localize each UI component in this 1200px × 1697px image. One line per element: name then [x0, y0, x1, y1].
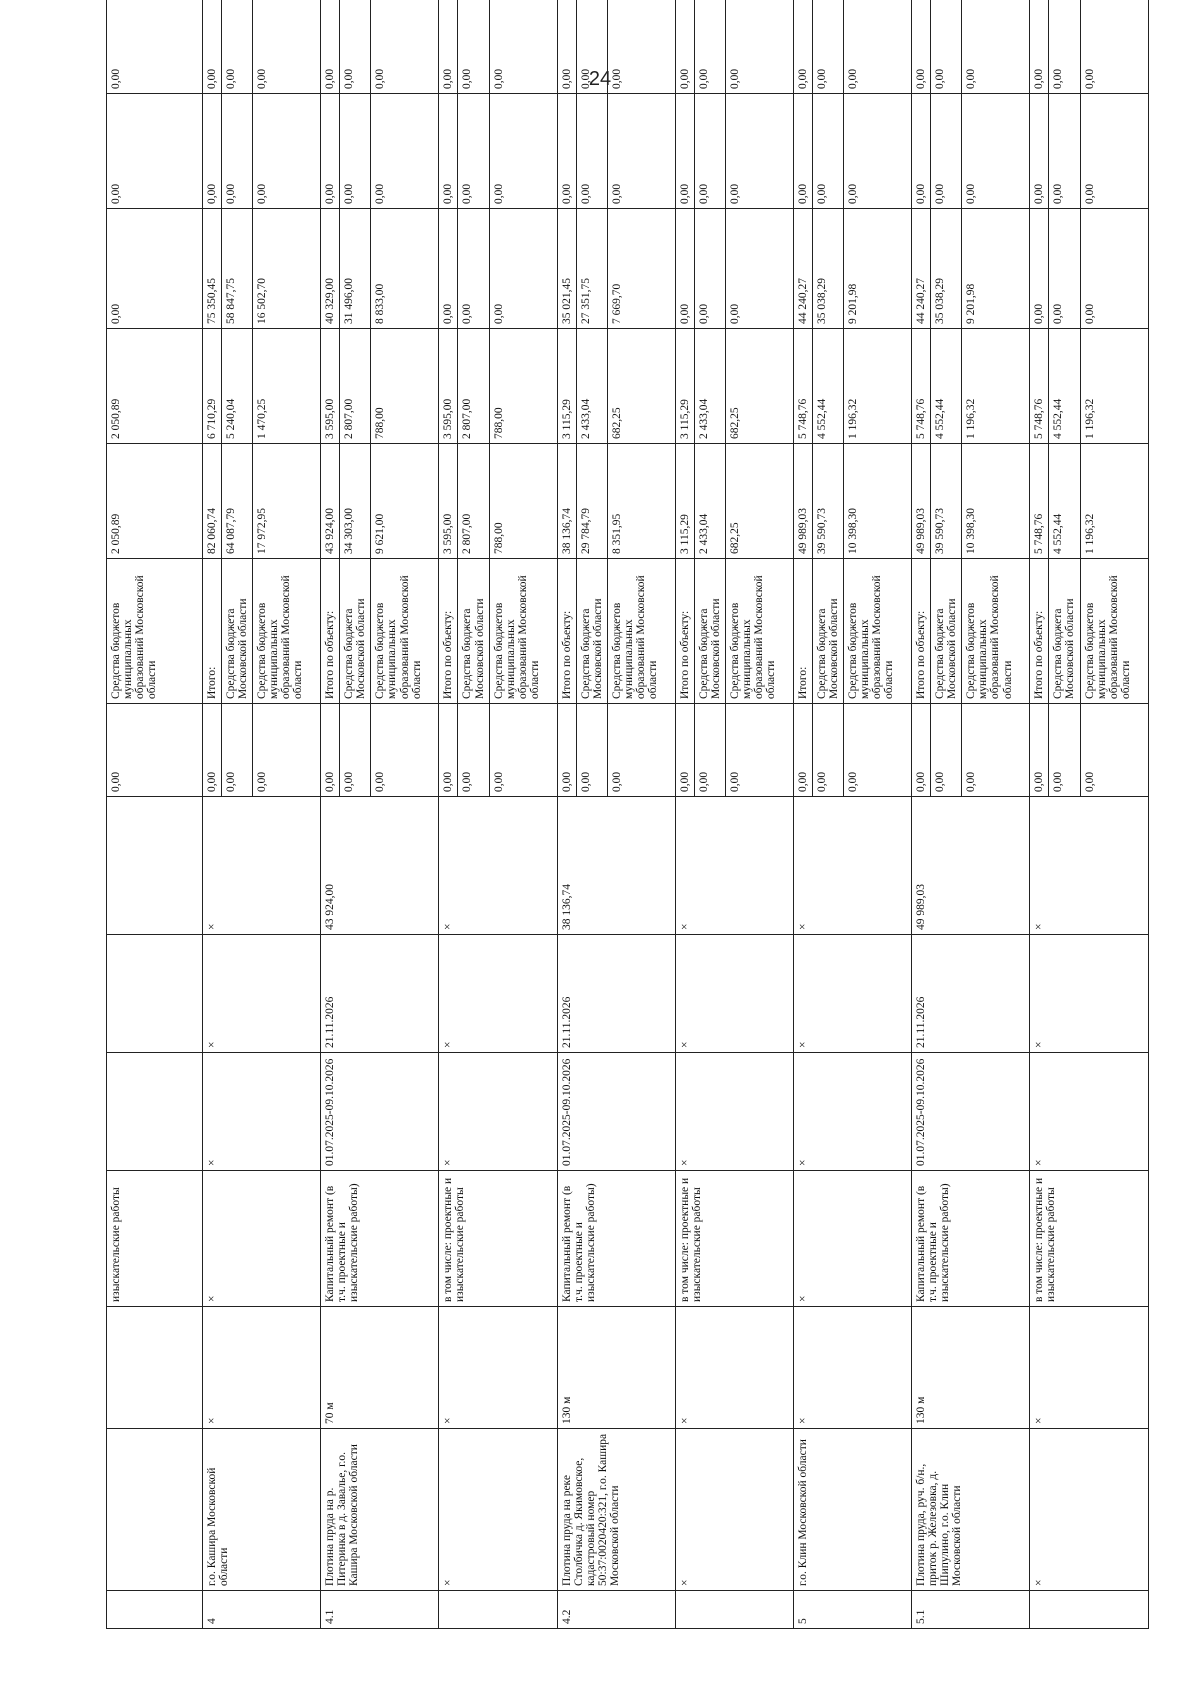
cell-funding-source: Средства бюджетов муниципальных образований Московской области	[607, 559, 675, 704]
cell-financed: 0,00	[371, 704, 439, 797]
cell-total: 3 595,00	[439, 444, 458, 559]
rotated-table-frame	[106, 41, 1132, 1629]
cell-year-3: 0,00	[222, 94, 253, 209]
cell-funding-source: Средства бюджета Московской области	[458, 559, 489, 704]
cell-capacity: ×	[439, 1307, 557, 1429]
cell-year-2: 0,00	[489, 209, 557, 329]
cell-opening-date: 21.11.2026	[321, 935, 439, 1053]
cell-number: 5	[793, 1591, 911, 1629]
cell-funding-source: Итого по объекту:	[1030, 559, 1049, 704]
cell-year-2: 44 240,27	[912, 209, 931, 329]
cell-funding-source: Средства бюджетов муниципальных образований Московской области	[371, 559, 439, 704]
cell-year-4: 0,00	[793, 0, 812, 94]
cell-financed: 0,00	[694, 704, 725, 797]
cell-year-2: 8 833,00	[371, 209, 439, 329]
cell-cost: ×	[439, 797, 557, 935]
cell-year-2: 35 021,45	[557, 209, 576, 329]
cell-opening-date: ×	[203, 935, 321, 1053]
cell-year-1: 5 748,76	[912, 329, 931, 444]
cell-funding-source: Итого по объекту:	[912, 559, 931, 704]
cell-funding-source: Средства бюджета Московской области	[340, 559, 371, 704]
cell-year-2: 27 351,75	[576, 209, 607, 329]
cell-funding-source: Средства бюджетов муниципальных образований Московской области	[844, 559, 912, 704]
cell-opening-date: ×	[793, 935, 911, 1053]
cell-year-3: 0,00	[107, 94, 203, 209]
cell-year-2: 0,00	[1049, 209, 1080, 329]
cell-year-4: 0,00	[489, 0, 557, 94]
cell-total: 2 433,04	[694, 444, 725, 559]
cell-dates: 01.07.2025-09.10.2026	[557, 1053, 675, 1171]
cell-object-name: ×	[675, 1429, 793, 1591]
cell-year-2: 0,00	[1030, 209, 1049, 329]
cell-funding-source: Средства бюджета Московской области	[813, 559, 844, 704]
cell-funding-source: Итого:	[793, 559, 812, 704]
cell-cost: ×	[203, 797, 321, 935]
cell-year-2: 0,00	[439, 209, 458, 329]
cell-dates: ×	[793, 1053, 911, 1171]
cell-total: 9 621,00	[371, 444, 439, 559]
cell-total: 82 060,74	[203, 444, 222, 559]
cell-year-3: 0,00	[962, 94, 1030, 209]
cell-year-2: 0,00	[1080, 209, 1148, 329]
cell-dates: ×	[439, 1053, 557, 1171]
cell-number	[1030, 1591, 1148, 1629]
cell-work-type: ×	[793, 1171, 911, 1307]
cell-year-4: 0,00	[1080, 0, 1148, 94]
cell-year-2: 0,00	[694, 209, 725, 329]
cell-opening-date: ×	[1030, 935, 1148, 1053]
cell-funding-source: Средства бюджета Московской области	[1049, 559, 1080, 704]
cell-year-1: 1 196,32	[962, 329, 1030, 444]
cell-year-4: 0,00	[439, 0, 458, 94]
cell-funding-source: Итого по объекту:	[557, 559, 576, 704]
cell-year-3: 0,00	[912, 94, 931, 209]
cell-capacity: ×	[203, 1307, 321, 1429]
cell-year-2: 31 496,00	[340, 209, 371, 329]
cell-funding-source: Средства бюджетов муниципальных образований Московской области	[725, 559, 793, 704]
cell-year-4: 0,00	[813, 0, 844, 94]
cell-year-2: 0,00	[675, 209, 694, 329]
cell-year-4: 0,00	[962, 0, 1030, 94]
cell-financed: 0,00	[1080, 704, 1148, 797]
cell-year-2: 7 669,70	[607, 209, 675, 329]
cell-funding-source: Средства бюджетов муниципальных образований Московской области	[107, 559, 203, 704]
cell-funding-source: Итого:	[203, 559, 222, 704]
cell-work-type: Капитальный ремонт (в т.ч. проектные и изыскательские работы)	[321, 1171, 439, 1307]
cell-total: 29 784,79	[576, 444, 607, 559]
cell-funding-source: Средства бюджета Московской области	[222, 559, 253, 704]
cell-financed: 0,00	[107, 704, 203, 797]
table-body	[107, 0, 1149, 1629]
cell-financed: 0,00	[962, 704, 1030, 797]
cell-year-4: 0,00	[222, 0, 253, 94]
table-row	[675, 0, 694, 1629]
cell-year-1: 3 115,29	[557, 329, 576, 444]
cell-total: 39 590,73	[813, 444, 844, 559]
cell-year-2: 9 201,98	[844, 209, 912, 329]
cell-financed: 0,00	[725, 704, 793, 797]
cell-year-3: 0,00	[253, 94, 321, 209]
cell-year-1: 3 595,00	[321, 329, 340, 444]
cell-funding-source: Средства бюджетов муниципальных образований Московской области	[489, 559, 557, 704]
cell-year-3: 0,00	[793, 94, 812, 209]
cell-work-type: в том числе: проектные и изыскательские работы	[439, 1171, 557, 1307]
cell-dates: ×	[1030, 1053, 1148, 1171]
cell-financed: 0,00	[439, 704, 458, 797]
cell-year-4: 0,00	[371, 0, 439, 94]
cell-funding-source: Средства бюджетов муниципальных образований Московской области	[1080, 559, 1148, 704]
cell-work-type: в том числе: проектные и изыскательские работы	[1030, 1171, 1148, 1307]
cell-object-name	[107, 1429, 203, 1591]
table-row	[1030, 0, 1049, 1629]
cell-year-4: 0,00	[557, 0, 576, 94]
cell-funding-source: Средства бюджетов муниципальных образований Московской области	[962, 559, 1030, 704]
cell-year-3: 0,00	[340, 94, 371, 209]
cell-object-name: г.о. Клин Московской области	[793, 1429, 911, 1591]
cell-year-1: 3 595,00	[439, 329, 458, 444]
cell-cost: 38 136,74	[557, 797, 675, 935]
funding-table	[106, 0, 1149, 1629]
cell-opening-date: 21.11.2026	[557, 935, 675, 1053]
cell-capacity: 70 м	[321, 1307, 439, 1429]
cell-opening-date	[107, 935, 203, 1053]
cell-year-1: 3 115,29	[675, 329, 694, 444]
cell-year-2: 75 350,45	[203, 209, 222, 329]
cell-year-4: 0,00	[458, 0, 489, 94]
cell-total: 8 351,95	[607, 444, 675, 559]
cell-year-2: 0,00	[107, 209, 203, 329]
cell-total: 43 924,00	[321, 444, 340, 559]
cell-year-4: 0,00	[694, 0, 725, 94]
cell-cost: 49 989,03	[912, 797, 1030, 935]
cell-year-3: 0,00	[1049, 94, 1080, 209]
cell-year-2: 44 240,27	[793, 209, 812, 329]
cell-year-1: 1 470,25	[253, 329, 321, 444]
cell-funding-source: Средства бюджетов муниципальных образований Московской области	[253, 559, 321, 704]
cell-year-3: 0,00	[458, 94, 489, 209]
cell-financed: 0,00	[813, 704, 844, 797]
cell-opening-date: 21.11.2026	[912, 935, 1030, 1053]
cell-year-2: 9 201,98	[962, 209, 1030, 329]
cell-year-3: 0,00	[321, 94, 340, 209]
cell-year-1: 682,25	[607, 329, 675, 444]
cell-year-4: 0,00	[576, 0, 607, 94]
cell-capacity: ×	[1030, 1307, 1148, 1429]
cell-object-name: Плотина пруда на реке Столбичка д. Якимовское, кадастровый номер 50:37:0020420:321, г.о. Кашира Московской области	[557, 1429, 675, 1591]
cell-total: 34 303,00	[340, 444, 371, 559]
cell-dates	[107, 1053, 203, 1171]
cell-year-1: 5 748,76	[793, 329, 812, 444]
cell-year-2: 58 847,75	[222, 209, 253, 329]
cell-financed: 0,00	[912, 704, 931, 797]
cell-total: 39 590,73	[931, 444, 962, 559]
cell-financed: 0,00	[1049, 704, 1080, 797]
cell-funding-source: Средства бюджета Московской области	[931, 559, 962, 704]
cell-number: 4	[203, 1591, 321, 1629]
cell-dates: 01.07.2025-09.10.2026	[321, 1053, 439, 1171]
cell-year-3: 0,00	[675, 94, 694, 209]
cell-year-3: 0,00	[844, 94, 912, 209]
cell-dates: ×	[203, 1053, 321, 1171]
cell-year-1: 788,00	[371, 329, 439, 444]
cell-total: 5 748,76	[1030, 444, 1049, 559]
table-row	[203, 0, 222, 1629]
cell-funding-source: Средства бюджета Московской области	[694, 559, 725, 704]
cell-work-type: Капитальный ремонт (в т.ч. проектные и изыскательские работы)	[912, 1171, 1030, 1307]
cell-year-1: 2 807,00	[458, 329, 489, 444]
cell-cost	[107, 797, 203, 935]
cell-financed: 0,00	[489, 704, 557, 797]
cell-cost: 43 924,00	[321, 797, 439, 935]
cell-total: 1 196,32	[1080, 444, 1148, 559]
cell-financed: 0,00	[557, 704, 576, 797]
cell-opening-date: ×	[675, 935, 793, 1053]
cell-year-3: 0,00	[557, 94, 576, 209]
cell-year-3: 0,00	[1030, 94, 1049, 209]
cell-year-2: 40 329,00	[321, 209, 340, 329]
cell-year-3: 0,00	[1080, 94, 1148, 209]
cell-financed: 0,00	[321, 704, 340, 797]
cell-year-4: 0,00	[725, 0, 793, 94]
cell-opening-date: ×	[439, 935, 557, 1053]
cell-year-4: 0,00	[1049, 0, 1080, 94]
cell-financed: 0,00	[458, 704, 489, 797]
cell-total: 4 552,44	[1049, 444, 1080, 559]
cell-total: 49 989,03	[793, 444, 812, 559]
cell-financed: 0,00	[576, 704, 607, 797]
cell-financed: 0,00	[607, 704, 675, 797]
cell-year-3: 0,00	[813, 94, 844, 209]
cell-year-3: 0,00	[371, 94, 439, 209]
table-row	[439, 0, 458, 1629]
table-row	[912, 0, 931, 1629]
cell-year-3: 0,00	[694, 94, 725, 209]
cell-funding-source: Итого по объекту:	[321, 559, 340, 704]
cell-work-type: Капитальный ремонт (в т.ч. проектные и изыскательские работы)	[557, 1171, 675, 1307]
cell-funding-source: Итого по объекту:	[675, 559, 694, 704]
cell-year-1: 4 552,44	[1049, 329, 1080, 444]
cell-year-4: 0,00	[340, 0, 371, 94]
cell-work-type: в том числе: проектные и изыскательские работы	[675, 1171, 793, 1307]
cell-total: 10 398,30	[844, 444, 912, 559]
cell-cost: ×	[793, 797, 911, 935]
cell-year-3: 0,00	[439, 94, 458, 209]
cell-number: 4.1	[321, 1591, 439, 1629]
cell-capacity: 130 м	[912, 1307, 1030, 1429]
cell-year-4: 0,00	[253, 0, 321, 94]
cell-funding-source: Средства бюджета Московской области	[576, 559, 607, 704]
cell-number	[107, 1591, 203, 1629]
cell-number: 4.2	[557, 1591, 675, 1629]
cell-financed: 0,00	[222, 704, 253, 797]
cell-financed: 0,00	[253, 704, 321, 797]
cell-year-3: 0,00	[725, 94, 793, 209]
page-number: 24	[588, 68, 612, 90]
cell-year-1: 2 433,04	[694, 329, 725, 444]
cell-total: 3 115,29	[675, 444, 694, 559]
cell-work-type: ×	[203, 1171, 321, 1307]
cell-financed: 0,00	[1030, 704, 1049, 797]
cell-financed: 0,00	[844, 704, 912, 797]
cell-year-3: 0,00	[576, 94, 607, 209]
cell-cost: ×	[675, 797, 793, 935]
cell-year-2: 0,00	[458, 209, 489, 329]
cell-total: 17 972,95	[253, 444, 321, 559]
cell-object-name: Плотина пруда, руч. б/н., приток р. Железовка, д. Шипулино, г.о. Клин Московской области	[912, 1429, 1030, 1591]
cell-year-4: 0,00	[912, 0, 931, 94]
cell-total: 49 989,03	[912, 444, 931, 559]
cell-capacity: 130 м	[557, 1307, 675, 1429]
cell-total: 2 050,89	[107, 444, 203, 559]
cell-funding-source: Итого по объекту:	[439, 559, 458, 704]
cell-year-4: 0,00	[675, 0, 694, 94]
cell-year-1: 4 552,44	[931, 329, 962, 444]
cell-financed: 0,00	[203, 704, 222, 797]
cell-object-name: Плотина пруда на р. Питеринка в д. Завалье, г.о. Кашира Московской области	[321, 1429, 439, 1591]
cell-year-1: 1 196,32	[844, 329, 912, 444]
cell-year-4: 0,00	[844, 0, 912, 94]
cell-work-type: изыскательские работы	[107, 1171, 203, 1307]
cell-year-2: 0,00	[725, 209, 793, 329]
cell-year-1: 2 050,89	[107, 329, 203, 444]
cell-year-1: 682,25	[725, 329, 793, 444]
table-row-continuation	[107, 0, 203, 1629]
cell-total: 682,25	[725, 444, 793, 559]
cell-year-1: 4 552,44	[813, 329, 844, 444]
cell-year-2: 35 038,29	[931, 209, 962, 329]
cell-year-1: 2 433,04	[576, 329, 607, 444]
funding-table-container	[106, 41, 1132, 1629]
cell-total: 38 136,74	[557, 444, 576, 559]
cell-total: 64 087,79	[222, 444, 253, 559]
cell-year-2: 35 038,29	[813, 209, 844, 329]
cell-financed: 0,00	[793, 704, 812, 797]
cell-year-3: 0,00	[489, 94, 557, 209]
cell-object-name: г.о. Кашира Московской области	[203, 1429, 321, 1591]
cell-dates: ×	[675, 1053, 793, 1171]
cell-year-3: 0,00	[607, 94, 675, 209]
table-row	[793, 0, 812, 1629]
cell-year-1: 6 710,29	[203, 329, 222, 444]
cell-dates: 01.07.2025-09.10.2026	[912, 1053, 1030, 1171]
cell-year-4: 0,00	[203, 0, 222, 94]
cell-object-name: ×	[439, 1429, 557, 1591]
cell-financed: 0,00	[340, 704, 371, 797]
cell-year-1: 2 807,00	[340, 329, 371, 444]
cell-total: 10 398,30	[962, 444, 1030, 559]
cell-year-4: 0,00	[107, 0, 203, 94]
cell-total: 788,00	[489, 444, 557, 559]
cell-year-1: 5 748,76	[1030, 329, 1049, 444]
cell-capacity: ×	[793, 1307, 911, 1429]
cell-total: 2 807,00	[458, 444, 489, 559]
table-row	[321, 0, 340, 1629]
cell-object-name: ×	[1030, 1429, 1148, 1591]
cell-financed: 0,00	[675, 704, 694, 797]
cell-year-1: 1 196,32	[1080, 329, 1148, 444]
cell-financed: 0,00	[931, 704, 962, 797]
cell-year-3: 0,00	[931, 94, 962, 209]
cell-year-4: 0,00	[321, 0, 340, 94]
cell-year-4: 0,00	[1030, 0, 1049, 94]
cell-year-4: 0,00	[931, 0, 962, 94]
cell-year-2: 16 502,70	[253, 209, 321, 329]
cell-number: 5.1	[912, 1591, 1030, 1629]
cell-year-3: 0,00	[203, 94, 222, 209]
cell-year-1: 788,00	[489, 329, 557, 444]
cell-cost: ×	[1030, 797, 1148, 935]
cell-year-1: 5 240,04	[222, 329, 253, 444]
cell-number	[439, 1591, 557, 1629]
cell-capacity: ×	[675, 1307, 793, 1429]
cell-number	[675, 1591, 793, 1629]
cell-capacity	[107, 1307, 203, 1429]
cell-year-4: 0,00	[607, 0, 675, 94]
table-row	[557, 0, 576, 1629]
